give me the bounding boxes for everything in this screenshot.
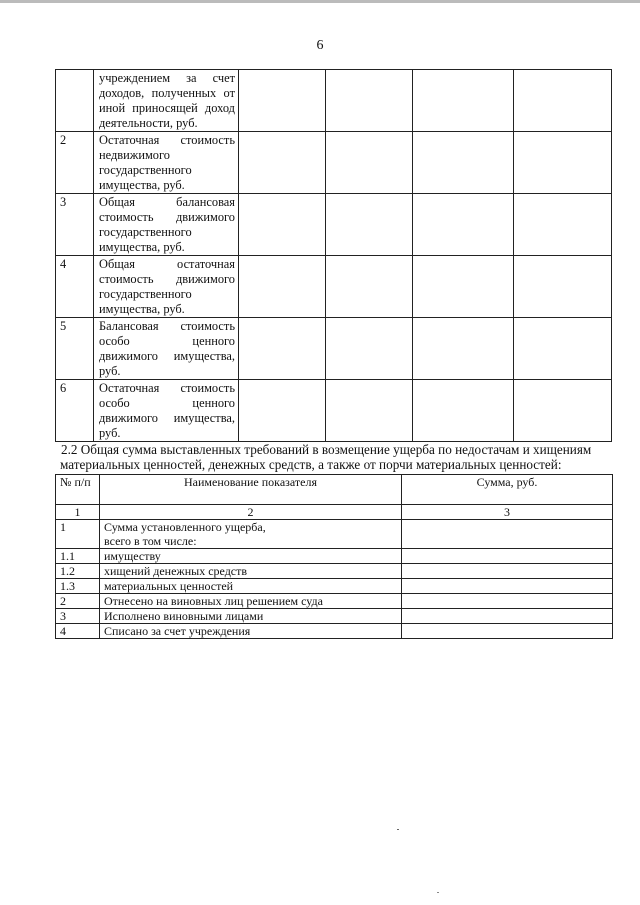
damage-claims-table [55, 474, 613, 639]
section-heading-line-1: 2.2 Общая сумма выставленных требований в возмещение ущерба по недостачам и хищениям [61, 442, 592, 457]
row-number: 1.3 [56, 579, 100, 594]
value-cell [514, 318, 612, 380]
row-number: 3 [56, 194, 94, 256]
scan-speck [397, 829, 399, 830]
row-indicator: хищений денежных средств [100, 564, 402, 579]
value-cell [514, 380, 612, 442]
row-indicator: Сумма установленного ущерба, всего в том числе: [100, 520, 402, 549]
value-cell [413, 380, 514, 442]
row-number: 4 [56, 624, 100, 639]
value-cell [326, 132, 413, 194]
table-row [56, 609, 613, 624]
value-cell [413, 256, 514, 318]
row-sum [402, 594, 613, 609]
value-cell [239, 70, 326, 132]
value-cell [326, 318, 413, 380]
scan-speck [437, 892, 439, 893]
value-cell [514, 70, 612, 132]
row-number: 2 [56, 594, 100, 609]
table-row [56, 194, 612, 256]
page-number: 6 [316, 38, 324, 53]
row-description: Остаточная стоимость особо ценного движимого имущества, руб. [94, 380, 239, 442]
header-indicator-name: Наименование показателя [100, 475, 402, 505]
value-cell [326, 256, 413, 318]
value-cell [326, 70, 413, 132]
row-indicator: материальных ценностей [100, 579, 402, 594]
table-row [56, 624, 613, 639]
header-number: № п/п [56, 475, 100, 505]
row-sum [402, 520, 613, 549]
table-row [56, 549, 613, 564]
row-sum [402, 564, 613, 579]
value-cell [239, 132, 326, 194]
value-cell [413, 132, 514, 194]
table-header-row [56, 475, 613, 505]
header-sum: Сумма, руб. [402, 475, 613, 505]
row-indicator: имуществу [100, 549, 402, 564]
value-cell [239, 318, 326, 380]
column-number-row [56, 505, 613, 520]
value-cell [514, 194, 612, 256]
row-description: Балансовая стоимость особо ценного движимого имущества, руб. [94, 318, 239, 380]
table-row [56, 520, 613, 549]
value-cell [239, 256, 326, 318]
table-row [56, 318, 612, 380]
section-heading [60, 442, 610, 472]
row-sum [402, 549, 613, 564]
table-row [56, 256, 612, 318]
table-row [56, 579, 613, 594]
row-description: учреждением за счет доходов, полученных от иной приносящей доход деятельности, руб. [94, 70, 239, 132]
row-indicator: Исполнено виновными лицами [100, 609, 402, 624]
table-row [56, 132, 612, 194]
row-sum [402, 579, 613, 594]
row-indicator: Отнесено на виновных лиц решением суда [100, 594, 402, 609]
table-row [56, 70, 612, 132]
row-number: 3 [56, 609, 100, 624]
value-cell [514, 132, 612, 194]
row-number: 5 [56, 318, 94, 380]
value-cell [514, 256, 612, 318]
section-heading-line-2: материальных ценностей, денежных средств, а также от порчи материальных ценностей: [60, 457, 562, 472]
column-number: 1 [56, 505, 100, 520]
value-cell [413, 318, 514, 380]
table-row [56, 564, 613, 579]
row-number: 1 [56, 520, 100, 549]
value-cell [326, 380, 413, 442]
row-number: 6 [56, 380, 94, 442]
table-row [56, 594, 613, 609]
value-cell [239, 194, 326, 256]
scan-edge [0, 0, 640, 3]
row-number: 1.2 [56, 564, 100, 579]
column-number: 3 [402, 505, 613, 520]
value-cell [413, 70, 514, 132]
row-description: Общая балансовая стоимость движимого государственного имущества, руб. [94, 194, 239, 256]
value-cell [326, 194, 413, 256]
row-number: 4 [56, 256, 94, 318]
row-number [56, 70, 94, 132]
row-indicator: Списано за счет учреждения [100, 624, 402, 639]
table-row [56, 380, 612, 442]
value-cell [239, 380, 326, 442]
row-sum [402, 624, 613, 639]
row-description: Остаточная стоимость недвижимого государственного имущества, руб. [94, 132, 239, 194]
row-number: 2 [56, 132, 94, 194]
column-number: 2 [100, 505, 402, 520]
row-sum [402, 609, 613, 624]
row-description: Общая остаточная стоимость движимого государственного имущества, руб. [94, 256, 239, 318]
property-value-table [55, 69, 612, 442]
row-number: 1.1 [56, 549, 100, 564]
value-cell [413, 194, 514, 256]
